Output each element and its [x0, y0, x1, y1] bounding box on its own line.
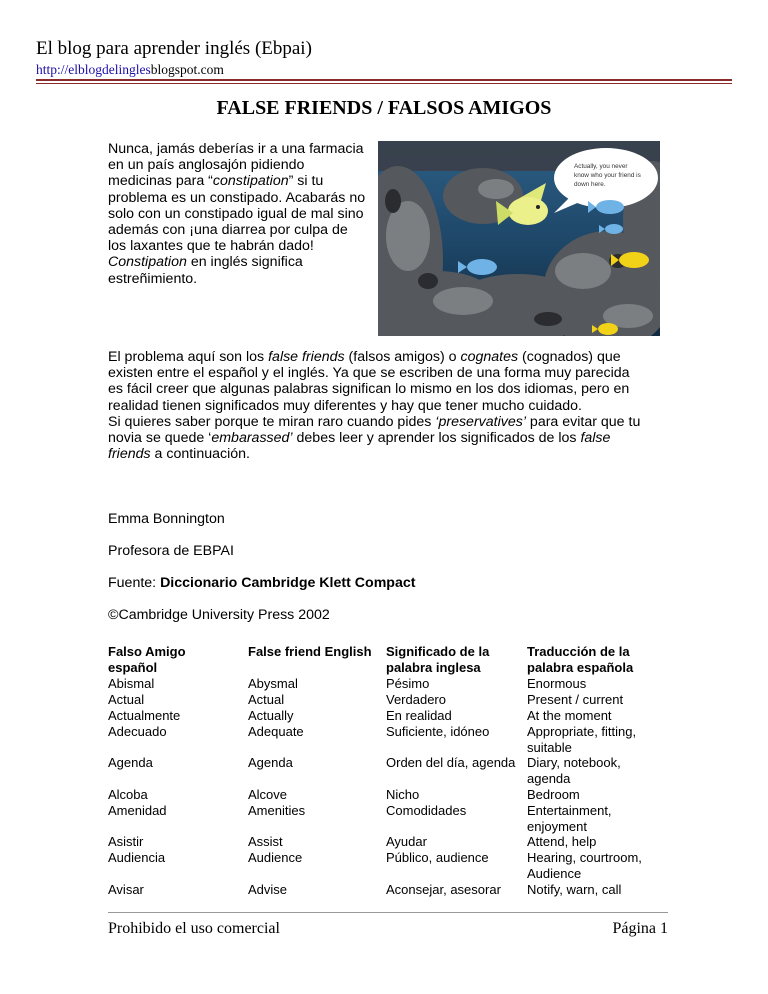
copyright-line: ©Cambridge University Press 2002 — [108, 607, 330, 623]
footer-rule — [108, 912, 668, 913]
table-cell-spanish: Agenda — [108, 755, 153, 770]
speech-bubble-line2: know who your friend is — [574, 172, 641, 179]
document-title: FALSE FRIENDS / FALSOS AMIGOS — [216, 97, 552, 119]
speech-bubble-line1: Actually, you never — [574, 163, 628, 170]
blog-url-part1[interactable]: http://elblogdelingles — [36, 62, 151, 77]
author-role: Profesora de EBPAI — [108, 543, 234, 559]
table-header-translation: Traducción de la palabra española — [527, 644, 634, 675]
blog-url[interactable] — [36, 62, 224, 78]
table-cell-meaning: Nicho Comodidades — [386, 787, 467, 818]
table-cell-translation: Notify, warn, call — [527, 882, 622, 897]
table-cell-meaning: Ayudar Público, audience — [386, 834, 489, 865]
author-name: Emma Bonnington — [108, 511, 225, 527]
table-cell-spanish: Abismal Actual Actualmente Adecuado — [108, 676, 181, 739]
table-cell-english: Advise — [248, 882, 288, 897]
header-rule-thin — [36, 83, 732, 84]
header-rule — [36, 79, 732, 81]
table-cell-meaning: Orden del día, agenda — [386, 755, 516, 770]
footer-license: Prohibido el uso comercial — [108, 920, 280, 937]
source-line: Fuente: Diccionario Cambridge Klett Compact — [108, 575, 416, 591]
table-cell-meaning: Aconsejar, asesorar — [386, 882, 501, 897]
preservatives-paragraph: Si quieres saber porque te miran raro cuando pides ‘preservatives’ para evitar que tu novia se quede ‘embarassed’ debes leer y aprender los significados de los false friends a continuación. — [108, 414, 641, 463]
table-cell-english: Abysmal Actual Actually Adequate — [248, 676, 304, 739]
table-cell-spanish: Alcoba Amenidad — [108, 787, 167, 818]
table-cell-english: Alcove Amenities — [248, 787, 306, 818]
blog-title: El blog para aprender inglés (Ebpai) — [36, 38, 312, 59]
table-cell-translation: Bedroom Entertainment, enjoyment — [527, 787, 612, 834]
table-cell-spanish: Asistir Audiencia — [108, 834, 166, 865]
table-cell-english: Assist Audience — [248, 834, 303, 865]
table-cell-translation: Diary, notebook, agenda — [527, 755, 621, 786]
intro-paragraph: Nunca, jamás deberías ir a una farmacia en un país anglosajón pidiendo medicinas para “constipation” si tu problema es un constipado. Acabarás no solo con un constipado igual de mal sino además con ¡una diarrea por culpa de los laxantes que te habrán dado! Constipation en inglés significa estreñimiento. — [108, 141, 366, 287]
page-number: Página 1 — [612, 920, 668, 937]
blog-url-part2[interactable]: blogspot.com — [150, 62, 224, 77]
speech-bubble-line3: down here. — [574, 181, 606, 188]
table-header-english: False friend English — [248, 644, 372, 659]
table-cell-english: Agenda — [248, 755, 293, 770]
table-header-spanish: Falso Amigo español — [108, 644, 186, 675]
aquarium-image — [378, 141, 660, 336]
table-cell-meaning: Pésimo Verdadero En realidad Suficiente, idóneo — [386, 676, 490, 739]
table-cell-translation: Attend, help Hearing, courtroom, Audience — [527, 834, 642, 881]
table-header-meaning: Significado de la palabra inglesa — [386, 644, 490, 675]
problem-paragraph: El problema aquí son los false friends (falsos amigos) o cognates (cognados) que existen entre el español y el inglés. Ya que se escriben de una forma muy parecida es fácil creer que algunas palabras significan lo mismo en los dos idiomas, pero en realidad tienen significados muy diferentes y hay que tener mucho cuidado. — [108, 349, 630, 414]
table-cell-translation: Enormous Present / current At the moment Appropriate, fitting, suitable — [527, 676, 637, 755]
table-cell-spanish: Avisar — [108, 882, 144, 897]
